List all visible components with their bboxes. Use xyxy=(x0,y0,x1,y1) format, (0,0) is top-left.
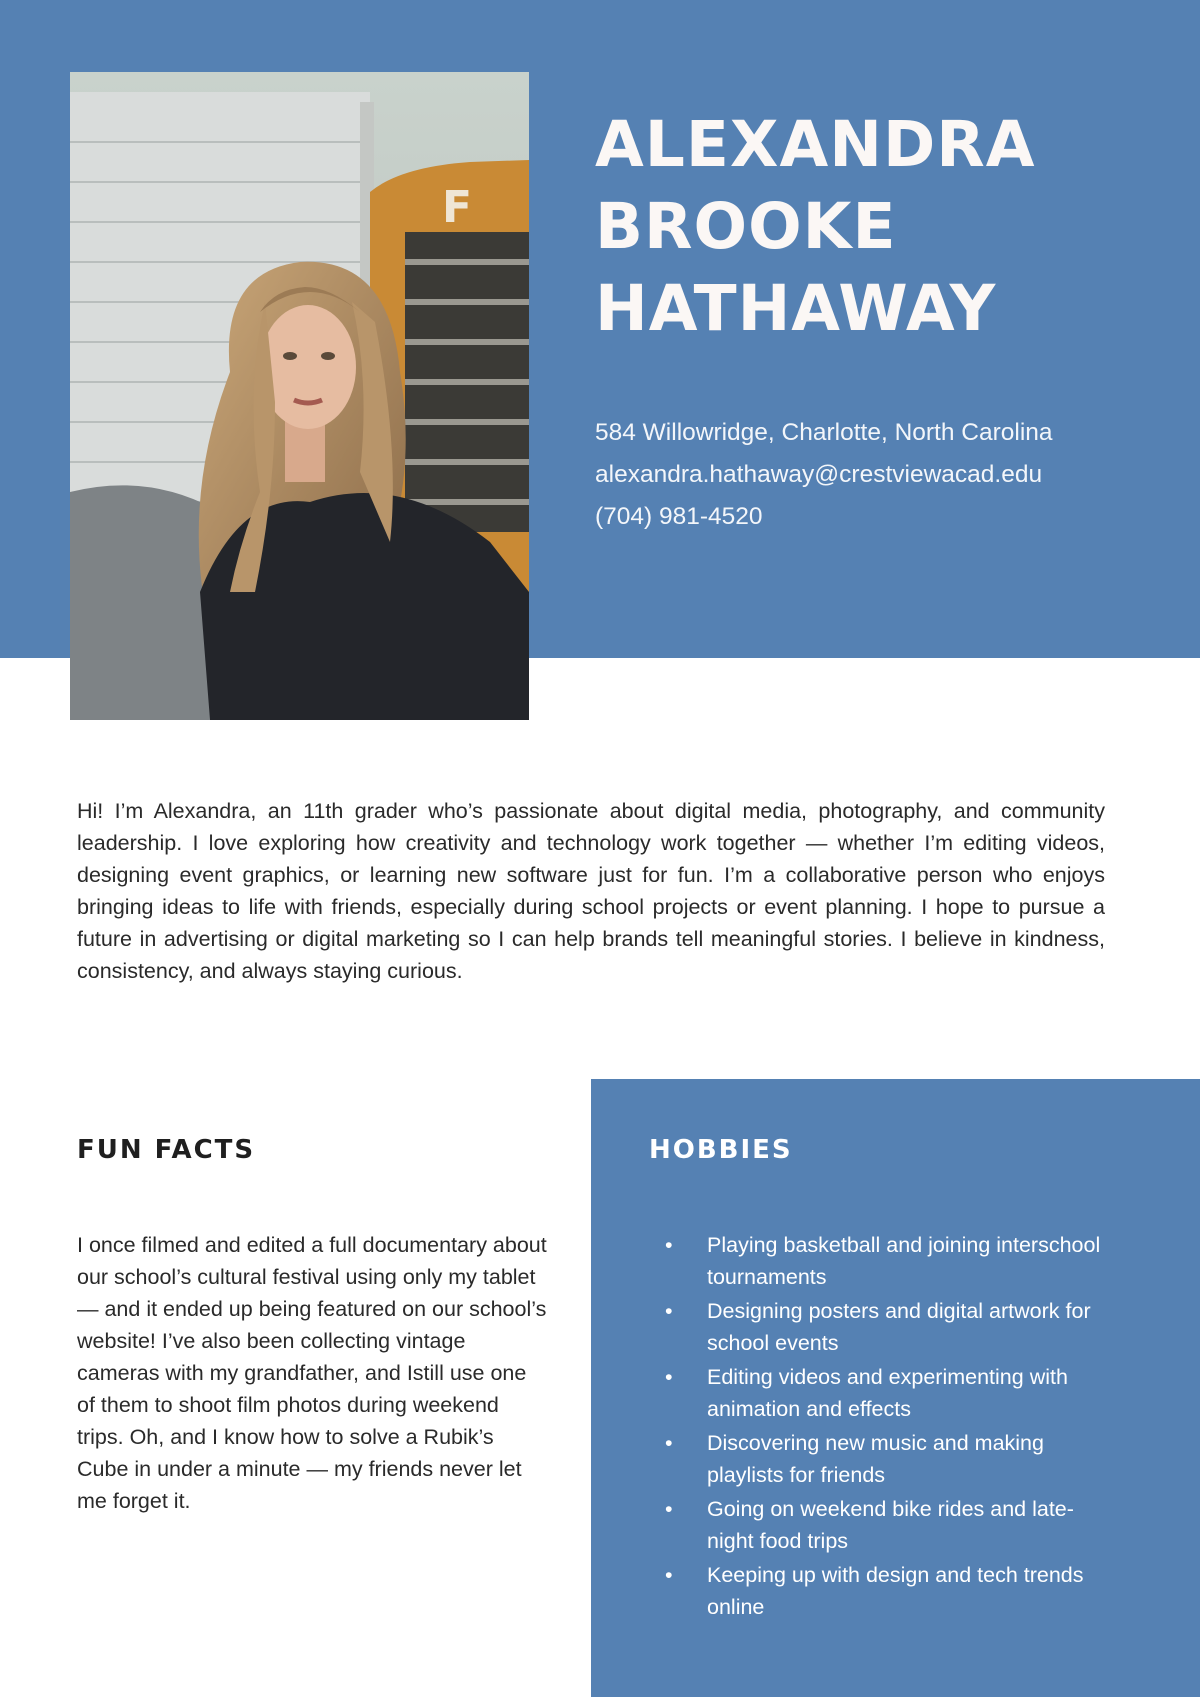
contact-info xyxy=(595,412,1165,538)
list-item xyxy=(649,1295,1119,1359)
hobby-text: Editing videos and experimenting with animation and effects xyxy=(707,1365,1068,1421)
list-item xyxy=(649,1493,1119,1557)
hobby-text: Going on weekend bike rides and late-night food trips xyxy=(707,1497,1074,1553)
fun-facts-title: FUN FACTS xyxy=(77,1135,256,1165)
list-item xyxy=(649,1559,1119,1623)
list-item xyxy=(649,1427,1119,1491)
bullet-icon: • xyxy=(665,1431,673,1455)
hobby-text: Discovering new music and making playlists for friends xyxy=(707,1431,1044,1487)
hobby-text: Playing basketball and joining interschool tournaments xyxy=(707,1233,1101,1289)
email: alexandra.hathaway@crestviewacad.edu xyxy=(595,461,1043,488)
address: 584 Willowridge, Charlotte, North Carolina xyxy=(595,419,1053,446)
bio-paragraph: Hi! I’m Alexandra, an 11th grader who’s passionate about digital media, photography, and community leadership. I love exploring how creativity and technology work together — whether I’m editing videos, designing event graphics, or learning new software just for fun. I’m a collaborative person who enjoys bringing ideas to life with friends, especially during school projects or event planning. I hope to pursue a future in advertising or digital marketing so I can help brands tell meaningful stories. I believe in kindness, consistency, and always staying curious. xyxy=(77,799,1105,983)
bullet-icon: • xyxy=(665,1233,673,1257)
full-name xyxy=(595,104,1155,350)
bullet-icon: • xyxy=(665,1365,673,1389)
name-middle: BROOKE xyxy=(595,190,897,263)
hobbies-list xyxy=(649,1229,1119,1625)
bullet-icon: • xyxy=(665,1497,673,1521)
bullet-icon: • xyxy=(665,1563,673,1587)
name-first: ALEXANDRA xyxy=(595,108,1036,181)
bullet-icon: • xyxy=(665,1299,673,1323)
hobbies-title: HOBBIES xyxy=(649,1135,793,1165)
hobby-text: Keeping up with design and tech trends online xyxy=(707,1563,1084,1619)
portrait-photo-icon xyxy=(70,72,529,720)
hobby-text: Designing posters and digital artwork for school events xyxy=(707,1299,1091,1355)
profile-photo xyxy=(70,72,529,720)
svg-text:F: F xyxy=(442,182,473,233)
list-item xyxy=(649,1229,1119,1293)
phone: (704) 981-4520 xyxy=(595,503,763,530)
fun-facts-text: I once filmed and edited a full documentary about our school’s cultural festival using only my tablet — and it ended up being featured on our school’s website! I’ve also been collecting vintage cameras with my grandfather, and Istill use one of them to shoot film photos during weekend trips. Oh, and I know how to solve a Rubik’s Cube in under a minute — my friends never let me forget it. xyxy=(77,1233,547,1513)
list-item xyxy=(649,1361,1119,1425)
name-last: HATHAWAY xyxy=(595,272,997,345)
